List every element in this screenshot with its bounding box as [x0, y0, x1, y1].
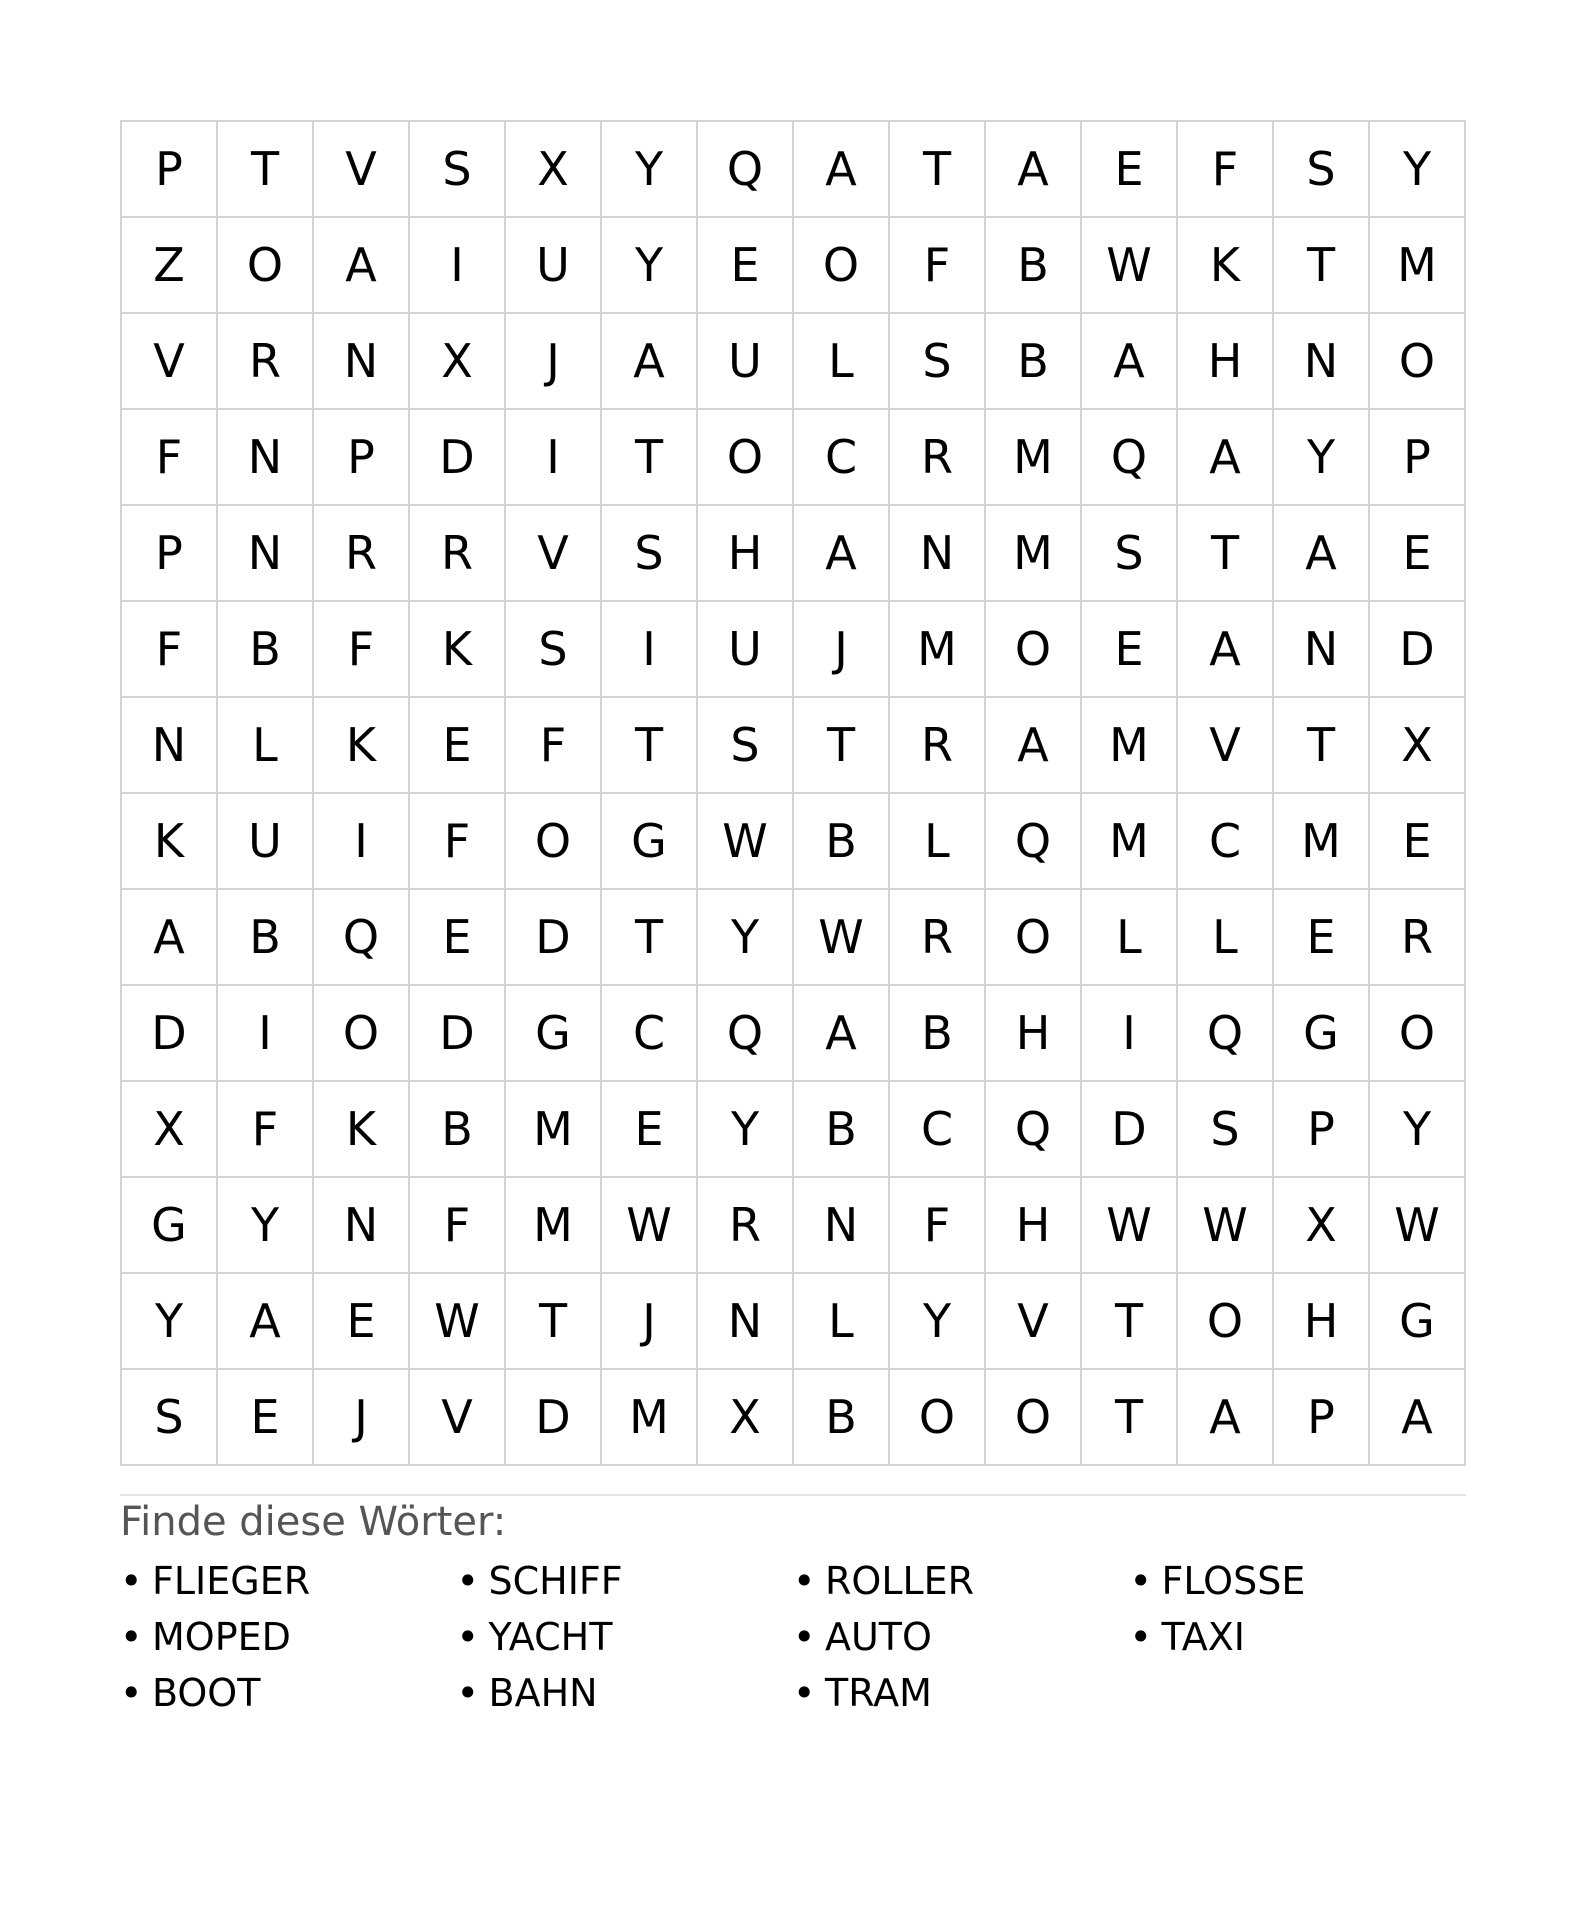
grid-cell[interactable]: X [410, 314, 506, 410]
grid-cell[interactable]: R [314, 506, 410, 602]
grid-cell[interactable]: B [218, 890, 314, 986]
grid-cell[interactable]: G [122, 1178, 218, 1274]
grid-cell[interactable]: A [794, 122, 890, 218]
bullet-icon: • [456, 1559, 479, 1603]
bullet-icon: • [456, 1615, 479, 1659]
grid-cell[interactable]: W [1178, 1178, 1274, 1274]
grid-cell[interactable]: A [1178, 410, 1274, 506]
grid-cell[interactable]: S [506, 602, 602, 698]
grid-cell[interactable]: E [1274, 890, 1370, 986]
word-label: BAHN [488, 1671, 598, 1715]
grid-cell[interactable]: F [218, 1082, 314, 1178]
bullet-icon: • [120, 1615, 143, 1659]
grid-cell[interactable]: A [218, 1274, 314, 1370]
grid-cell[interactable]: D [410, 986, 506, 1082]
grid-cell[interactable]: S [698, 698, 794, 794]
grid-cell[interactable]: W [698, 794, 794, 890]
divider [120, 1494, 1466, 1496]
grid-cell[interactable]: H [986, 1178, 1082, 1274]
grid-cell[interactable]: N [794, 1178, 890, 1274]
grid-cell[interactable]: B [794, 1370, 890, 1466]
grid-cell[interactable]: K [314, 698, 410, 794]
grid-cell[interactable]: J [794, 602, 890, 698]
grid-cell[interactable]: Y [1274, 410, 1370, 506]
grid-cell[interactable]: E [1370, 506, 1466, 602]
word-label: FLOSSE [1161, 1559, 1306, 1603]
grid-cell[interactable]: X [1370, 698, 1466, 794]
grid-cell[interactable]: D [410, 410, 506, 506]
grid-cell[interactable]: T [794, 698, 890, 794]
grid-cell[interactable]: L [794, 314, 890, 410]
grid-cell[interactable]: B [410, 1082, 506, 1178]
bullet-icon: • [793, 1615, 816, 1659]
grid-cell[interactable]: F [410, 1178, 506, 1274]
grid-cell[interactable]: D [1370, 602, 1466, 698]
grid-cell[interactable]: W [1082, 218, 1178, 314]
grid-cell[interactable]: I [218, 986, 314, 1082]
grid-cell[interactable]: D [122, 986, 218, 1082]
grid-cell[interactable]: O [506, 794, 602, 890]
grid-cell[interactable]: L [794, 1274, 890, 1370]
bullet-icon: • [793, 1671, 816, 1715]
word-label: AUTO [825, 1615, 932, 1659]
grid-cell[interactable]: V [506, 506, 602, 602]
grid-cell[interactable]: A [1082, 314, 1178, 410]
grid-cell[interactable]: O [986, 890, 1082, 986]
bullet-icon: • [1129, 1559, 1152, 1603]
grid-cell[interactable]: N [314, 314, 410, 410]
grid-cell[interactable]: Y [1370, 1082, 1466, 1178]
grid-cell[interactable]: W [410, 1274, 506, 1370]
grid-cell[interactable]: V [122, 314, 218, 410]
grid-cell[interactable]: Q [1082, 410, 1178, 506]
grid-cell[interactable]: R [698, 1178, 794, 1274]
word-list-item [793, 1672, 1130, 1714]
grid-cell[interactable]: F [1178, 122, 1274, 218]
grid-cell[interactable]: Q [1178, 986, 1274, 1082]
bullet-icon: • [456, 1671, 479, 1715]
word-list-item [1130, 1560, 1467, 1602]
grid-cell[interactable]: O [794, 218, 890, 314]
instructions-heading: Finde diese Wörter: [120, 1499, 507, 1545]
grid-cell[interactable]: F [122, 602, 218, 698]
grid-cell[interactable]: K [1178, 218, 1274, 314]
word-list-item [457, 1616, 794, 1658]
grid-cell[interactable]: L [1178, 890, 1274, 986]
grid-cell[interactable]: T [1274, 698, 1370, 794]
grid-cell[interactable]: V [986, 1274, 1082, 1370]
grid-cell[interactable]: O [218, 218, 314, 314]
word-list-item [457, 1560, 794, 1602]
grid-cell[interactable]: M [506, 1178, 602, 1274]
grid-cell[interactable]: V [410, 1370, 506, 1466]
grid-cell[interactable]: I [314, 794, 410, 890]
grid-cell[interactable]: M [1274, 794, 1370, 890]
grid-cell[interactable]: A [794, 986, 890, 1082]
grid-cell[interactable]: G [1274, 986, 1370, 1082]
grid-cell[interactable]: B [986, 218, 1082, 314]
grid-cell[interactable]: M [1370, 218, 1466, 314]
grid-cell[interactable]: H [986, 986, 1082, 1082]
grid-cell[interactable]: P [1274, 1082, 1370, 1178]
bullet-icon: • [120, 1671, 143, 1715]
grid-cell[interactable]: G [602, 794, 698, 890]
grid-cell[interactable]: F [890, 1178, 986, 1274]
grid-cell[interactable]: D [1082, 1082, 1178, 1178]
grid-cell[interactable]: E [698, 218, 794, 314]
grid-cell[interactable]: R [410, 506, 506, 602]
grid-cell[interactable]: C [890, 1082, 986, 1178]
grid-cell[interactable]: I [410, 218, 506, 314]
grid-cell[interactable]: C [1178, 794, 1274, 890]
grid-cell[interactable]: P [1370, 410, 1466, 506]
grid-cell[interactable]: L [1082, 890, 1178, 986]
grid-cell[interactable]: N [1274, 314, 1370, 410]
grid-cell[interactable]: R [1370, 890, 1466, 986]
grid-cell[interactable]: J [602, 1274, 698, 1370]
bullet-icon: • [1129, 1615, 1152, 1659]
letter-grid [120, 120, 1466, 1466]
grid-cell[interactable]: P [314, 410, 410, 506]
grid-cell[interactable]: O [314, 986, 410, 1082]
grid-cell[interactable]: O [986, 1370, 1082, 1466]
grid-cell[interactable]: F [890, 218, 986, 314]
word-list-item [457, 1672, 794, 1714]
word-label: TAXI [1161, 1615, 1245, 1659]
grid-cell[interactable]: H [698, 506, 794, 602]
grid-cell[interactable]: O [1178, 1274, 1274, 1370]
grid-cell[interactable]: O [890, 1370, 986, 1466]
word-list-item [793, 1560, 1130, 1602]
grid-cell[interactable]: B [794, 794, 890, 890]
grid-cell[interactable]: X [506, 122, 602, 218]
grid-cell[interactable]: E [218, 1370, 314, 1466]
grid-cell[interactable]: H [1274, 1274, 1370, 1370]
grid-cell[interactable]: T [1274, 218, 1370, 314]
grid-cell[interactable]: E [314, 1274, 410, 1370]
grid-cell[interactable]: T [506, 1274, 602, 1370]
grid-cell[interactable]: J [314, 1370, 410, 1466]
grid-cell[interactable]: G [1370, 1274, 1466, 1370]
grid-cell[interactable]: O [1370, 314, 1466, 410]
grid-cell[interactable]: P [122, 506, 218, 602]
grid-cell[interactable]: A [794, 506, 890, 602]
grid-cell[interactable]: X [122, 1082, 218, 1178]
grid-cell[interactable]: N [218, 506, 314, 602]
grid-cell[interactable]: Y [602, 122, 698, 218]
grid-cell[interactable]: A [1274, 506, 1370, 602]
grid-cell[interactable]: K [410, 602, 506, 698]
word-label: TRAM [825, 1671, 932, 1715]
word-label: FLIEGER [152, 1559, 311, 1603]
word-list-item [1130, 1616, 1467, 1658]
grid-cell[interactable]: J [506, 314, 602, 410]
grid-cell[interactable]: A [122, 890, 218, 986]
grid-cell[interactable]: D [506, 890, 602, 986]
grid-cell[interactable]: A [314, 218, 410, 314]
grid-cell[interactable]: W [1082, 1178, 1178, 1274]
grid-cell[interactable]: R [218, 314, 314, 410]
grid-cell[interactable]: U [698, 314, 794, 410]
grid-cell[interactable]: S [890, 314, 986, 410]
word-list [120, 1560, 1466, 1714]
grid-cell[interactable]: N [218, 410, 314, 506]
grid-cell[interactable]: B [986, 314, 1082, 410]
grid-cell[interactable]: T [602, 410, 698, 506]
bullet-icon: • [120, 1559, 143, 1603]
grid-cell[interactable]: K [122, 794, 218, 890]
grid-cell[interactable]: E [410, 890, 506, 986]
grid-cell[interactable]: X [1274, 1178, 1370, 1274]
grid-cell[interactable]: C [602, 986, 698, 1082]
bullet-icon: • [793, 1559, 816, 1603]
grid-cell[interactable]: B [794, 1082, 890, 1178]
grid-cell[interactable]: S [122, 1370, 218, 1466]
grid-cell[interactable]: A [602, 314, 698, 410]
grid-cell[interactable]: P [122, 122, 218, 218]
grid-cell[interactable]: T [218, 122, 314, 218]
word-list-item [120, 1560, 457, 1602]
grid-cell[interactable]: M [986, 506, 1082, 602]
grid-cell[interactable]: T [602, 698, 698, 794]
grid-cell[interactable]: N [1274, 602, 1370, 698]
grid-cell[interactable]: U [218, 794, 314, 890]
grid-cell[interactable]: Q [986, 794, 1082, 890]
grid-cell[interactable]: Y [602, 218, 698, 314]
grid-cell[interactable]: N [314, 1178, 410, 1274]
grid-cell[interactable]: F [410, 794, 506, 890]
grid-cell[interactable]: F [314, 602, 410, 698]
grid-cell[interactable]: L [218, 698, 314, 794]
grid-cell[interactable]: C [794, 410, 890, 506]
grid-cell[interactable]: W [1370, 1178, 1466, 1274]
grid-cell[interactable]: E [1082, 602, 1178, 698]
grid-cell[interactable]: I [506, 410, 602, 506]
word-label: ROLLER [825, 1559, 975, 1603]
grid-cell[interactable]: S [1274, 122, 1370, 218]
word-label: MOPED [152, 1615, 291, 1659]
grid-cell[interactable]: N [122, 698, 218, 794]
grid-cell[interactable]: B [218, 602, 314, 698]
grid-cell[interactable]: A [1178, 602, 1274, 698]
grid-cell[interactable]: I [602, 602, 698, 698]
grid-cell[interactable]: O [1370, 986, 1466, 1082]
word-label: YACHT [488, 1615, 613, 1659]
grid-cell[interactable]: E [410, 698, 506, 794]
grid-cell[interactable]: R [890, 890, 986, 986]
word-list-item [120, 1616, 457, 1658]
grid-cell[interactable]: Y [698, 890, 794, 986]
grid-cell[interactable]: D [506, 1370, 602, 1466]
word-label: BOOT [152, 1671, 261, 1715]
grid-cell[interactable]: Q [698, 986, 794, 1082]
grid-cell[interactable]: O [986, 602, 1082, 698]
grid-cell[interactable]: K [314, 1082, 410, 1178]
word-list-item [120, 1672, 457, 1714]
grid-cell[interactable]: Y [1370, 122, 1466, 218]
grid-cell[interactable]: R [890, 410, 986, 506]
grid-cell[interactable]: H [1178, 314, 1274, 410]
grid-cell[interactable]: A [1370, 1370, 1466, 1466]
grid-cell[interactable]: E [602, 1082, 698, 1178]
word-label: SCHIFF [488, 1559, 623, 1603]
grid-cell[interactable]: L [890, 794, 986, 890]
grid-cell[interactable]: P [1274, 1370, 1370, 1466]
grid-cell[interactable]: Q [986, 1082, 1082, 1178]
grid-cell[interactable]: Y [218, 1178, 314, 1274]
grid-cell[interactable]: N [890, 506, 986, 602]
grid-cell[interactable]: Y [698, 1082, 794, 1178]
grid-cell[interactable]: B [890, 986, 986, 1082]
grid-cell[interactable]: W [602, 1178, 698, 1274]
grid-cell[interactable]: T [1082, 1274, 1178, 1370]
grid-cell[interactable]: A [1178, 1370, 1274, 1466]
grid-cell[interactable]: S [1082, 506, 1178, 602]
grid-cell[interactable]: S [602, 506, 698, 602]
grid-cell[interactable]: R [890, 698, 986, 794]
grid-cell[interactable]: A [986, 122, 1082, 218]
grid-cell[interactable]: W [794, 890, 890, 986]
grid-cell[interactable]: I [1082, 986, 1178, 1082]
grid-cell[interactable]: G [506, 986, 602, 1082]
grid-cell[interactable]: Y [890, 1274, 986, 1370]
grid-cell[interactable]: F [122, 410, 218, 506]
grid-cell[interactable]: M [506, 1082, 602, 1178]
grid-cell[interactable]: A [986, 698, 1082, 794]
grid-cell[interactable]: M [890, 602, 986, 698]
grid-cell[interactable]: M [602, 1370, 698, 1466]
grid-cell[interactable]: Q [698, 122, 794, 218]
grid-cell[interactable]: Y [122, 1274, 218, 1370]
grid-cell[interactable]: Q [314, 890, 410, 986]
grid-cell[interactable]: T [1178, 506, 1274, 602]
grid-cell[interactable]: S [1178, 1082, 1274, 1178]
grid-cell[interactable]: V [1178, 698, 1274, 794]
grid-cell[interactable]: T [602, 890, 698, 986]
grid-cell[interactable]: E [1082, 122, 1178, 218]
grid-cell[interactable]: M [1082, 794, 1178, 890]
word-list-item [793, 1616, 1130, 1658]
grid-cell[interactable]: U [698, 602, 794, 698]
grid-cell[interactable]: M [1082, 698, 1178, 794]
grid-cell[interactable]: F [506, 698, 602, 794]
grid-cell[interactable]: E [1370, 794, 1466, 890]
grid-cell[interactable]: U [506, 218, 602, 314]
grid-cell[interactable]: O [698, 410, 794, 506]
grid-cell[interactable]: V [314, 122, 410, 218]
grid-cell[interactable]: T [1082, 1370, 1178, 1466]
grid-cell[interactable]: T [890, 122, 986, 218]
grid-cell[interactable]: M [986, 410, 1082, 506]
grid-cell[interactable]: X [698, 1370, 794, 1466]
grid-cell[interactable]: S [410, 122, 506, 218]
grid-cell[interactable]: Z [122, 218, 218, 314]
grid-cell[interactable]: N [698, 1274, 794, 1370]
